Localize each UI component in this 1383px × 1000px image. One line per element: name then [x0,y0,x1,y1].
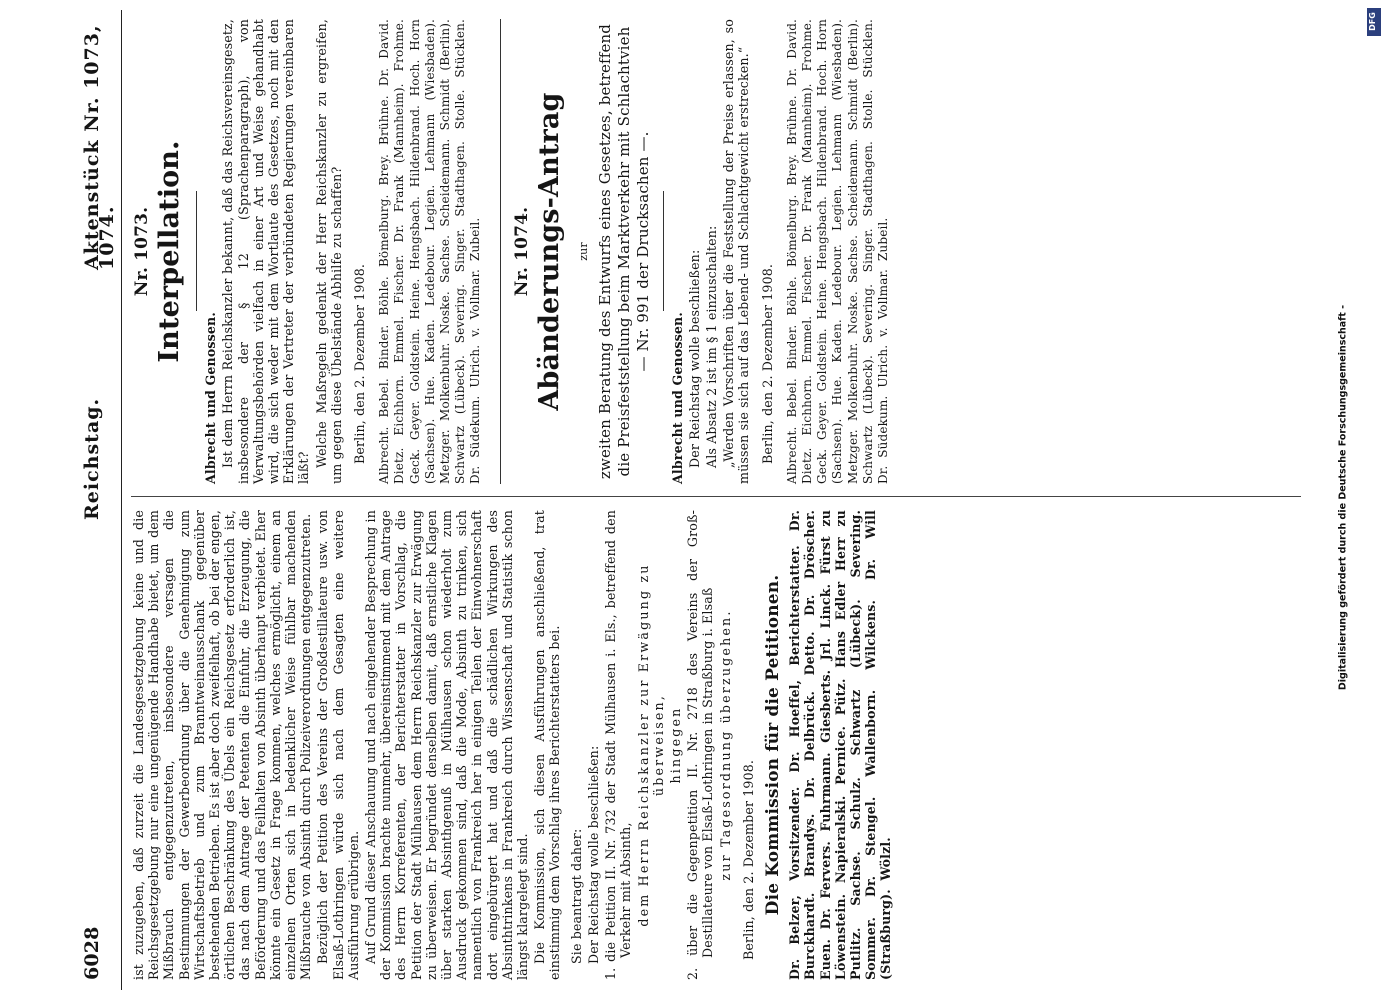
section-rule [500,19,502,484]
document-number-1074: Nr. 1074. [512,206,533,297]
amendment-signatories: Albrecht. Bebel. Binder. Böhle. Bömelburg. Brey. Brühne. Dr. David. Dietz. Eichhorn. Emmel. Fischer. Dr. Frank (Mannheim). Frohme. Geck. Geyer. Goldstein. Heine. Hengsbach. Hildenbrand. Hoch. Horn (Sachsen). Hue. Kaden. Ledebour. Legien. Lehmann (Wiesbaden). Metzger. Molkenbuhr. Noske. Sachse. Scheidemann. Schmidt (Berlin). Schwartz (Lübeck). Severing. Singer. Stadthagen. Stolle. Stücklen. Dr. Südekum. Ulrich. v. Vollmar. Zubeil. [784,19,890,484]
dfg-logo [1367,8,1381,36]
interpellation-submitter: Albrecht und Genossen. [203,312,219,484]
report-paragraph: ist zuzugeben, daß zurzeit die Landesgesetzgebung keine und die Reichsgesetzgebung nur eine ungenügende Handhabe bietet, um dem Mißbrauch entgegenzutreten, insbesondere versagen die Bestimmungen der Gewerbeordnung über die Genehmigung zum Wirtschaftsbetrieb und zum Branntweinausschank gegenüber bestehenden Betrieben. Es ist aber doch zweifelhaft, ob bei der engen, örtlichen Beschränkung des Übels ein Reichsgesetz erforderlich ist, das nach dem Antrage der Petenten die Einfuhr, die Erzeugung, die Beförderung und das Feilhalten von Absinth überhaupt verbietet. Eher könnte ein Gesetz in Frage kommen, welches ermöglicht, einem an einzelnen Orten sich in bedenklicher Weise fühlbar machenden Mißbrauche von Absinth durch Polizeiverordnungen entgegenzutreten. [131,510,314,980]
interpellation-text: Ist dem Herrn Reichskanzler bekannt, daß das Reichsvereinsgesetz, insbesondere der § 12 (Sprachenparagraph), von Verwaltungsbehörden vielfach in einer Art und Weise gehandhabt wird, die sich weder mit dem Wortlaute des Gesetzes, noch mit den Erklärungen der Vertreter der verbündeten Regierungen vereinbaren läßt? [220,19,312,484]
motion-intro: Sie beantragt daher: [568,828,584,964]
interpellation-signatories: Albrecht. Bebel. Binder. Böhle. Bömelburg. Brey. Brühne. Dr. David. Dietz. Eichhorn. Emmel. Fischer. Dr. Frank (Mannheim). Frohme. Geck. Geyer. Goldstein. Heine. Hengsbach. Hildenbrand. Hoch. Horn (Sachsen). Hue. Kaden. Ledebour. Legien. Lehmann (Wiesbaden). Metzger. Molkenbuhr. Noske. Sachse. Scheidemann. Schmidt (Berlin). Schwartz (Lübeck). Severing. Singer. Stadthagen. Stolle. Stücklen. Dr. Südekum. Ulrich. v. Vollmar. Zubeil. [377,19,483,484]
report-paragraph: Auf Grund dieser Anschauung und nach eingehender Besprechung in der Kommission brachte nunmehr, übereinstimmend mit dem Antrage des Herrn Korreferenten, der Berichterstatter in Vorschlag, die Petition der Stadt Mülhausen dem Herrn Reichskanzler zur Erwägung zu überweisen. Er begründet denselben damit, daß ernstliche Klagen über starken Absinthgenuß in Mülhausen schon wiederholt zum Ausdruck gekommen sind, daß die Mode, Absinth zu trinken, sich namentlich von Frankreich her in einigen Teilen der Einwohnerschaft dort eingebürgert hat und daß die schädlichen Wirkungen des Absinthtrinkens in Frankreich durch Wissenschaft und Statistik schon längst klargelegt sind. [363,510,531,980]
commission-members: Dr. Belzer, Vorsitzender. Dr. Hoeffel, Berichterstatter. Dr. Burckhardt. Brandys. Dr. Delbrück. Detto. Dr. Dröscher. Euen. Dr. Fervers. Fuhrmann. Giesberts. Jrl. Linck. Fürst zu Löwenstein. Napieralski. Pernice. Pütz. Hans Edler Herr zu Putlitz. Sachse. Schulz. Schwartz (Lübeck). Severing. Sommer. Dr. Stengel. Wallenborn. Wilckens. Dr. Will (Straßburg). Wölzl. [787,510,894,980]
digitization-text: Digitalisierung gefördert durch die Deutsche Forschungsgemeinschaft - [1337,304,1349,691]
right-column [131,19,893,484]
petition-item-2: 2. über die Gegenpetition II. Nr. 2718 des Vereins der Groß-Destillateure von Elsaß-Lothringen in Straßburg i. Elsaß [685,510,716,980]
interpellation-heading: Interpellation. [154,140,186,363]
motion-lead: Der Reichstag wolle beschließen: [585,745,601,964]
amendment-insert: „Werden Vorschriften über die Feststellung der Preise erlassen, so müssen sie sich auf das Lebend- und Schlachtgewicht erstrecken.“ [721,19,752,484]
petition-item-1-action: dem Herrn Reichskanzler zur Erwägung zu überweisen, [635,563,666,927]
amendment-heading: Abänderungs-Antrag [534,92,566,411]
heading-rule [196,192,197,312]
left-column [131,510,896,980]
running-title: Reichstag. [81,397,103,520]
petition-item-1: 1. die Petition II. Nr. 732 der Stadt Mülhausen i. Els., betreffend den Verkehr mit Absinth, [603,510,634,980]
amendment-date: Berlin, den 2. Dezember 1908. [759,263,775,464]
document-sheet [71,10,1311,990]
interpellation-date: Berlin, den 2. Dezember 1908. [352,263,368,464]
report-paragraph: Bezüglich der Petition des Vereins der Großdestillateure usw. von Elsaß-Lothringen würde sich nach dem Gesagten eine weitere Ausführung erübrigen. [315,510,361,980]
amendment-lead: Der Reichstag wolle beschließen: [686,249,702,468]
document-number-1073: Nr. 1073. [132,206,152,297]
petition-item-2-action: zur Tagesordnung überzugehen. [717,609,733,881]
running-header [71,10,122,990]
document-reference: Aktenstück Nr. 1073, 1074. [81,24,119,270]
amendment-subject: zweiten Beratung des Entwurfs eines Gesetzes, betreffend die Preisfeststellung beim Marktverkehr mit Schlachtvieh — Nr. 991 der Drucksachen —. [595,23,652,480]
column-divider [131,496,1301,497]
amendment-submitter: Albrecht und Genossen. [669,312,685,484]
page-number: 6028 [81,926,103,980]
report-date: Berlin, den 2. Dezember 1908. [740,759,756,960]
hingegen-label: hingegen [667,706,683,784]
zur-label: zur [577,242,591,261]
commission-heading: Die Kommission für die Petitionen. [762,574,783,916]
heading-rule [663,192,664,312]
amendment-instruction: Als Absatz 2 ist im § 1 einzuschalten: [703,225,719,468]
interpellation-text: Welche Maßregeln gedenkt der Herr Reichskanzler zu ergreifen, um gegen diese Übelstände Abhilfe zu schaffen? [313,19,344,484]
dfg-logo-text: DFG [1367,12,1377,31]
report-paragraph: Die Kommission, sich diesen Ausführungen anschließend, trat einstimmig dem Vorschlag ihres Berichterstatters bei. [532,510,563,980]
